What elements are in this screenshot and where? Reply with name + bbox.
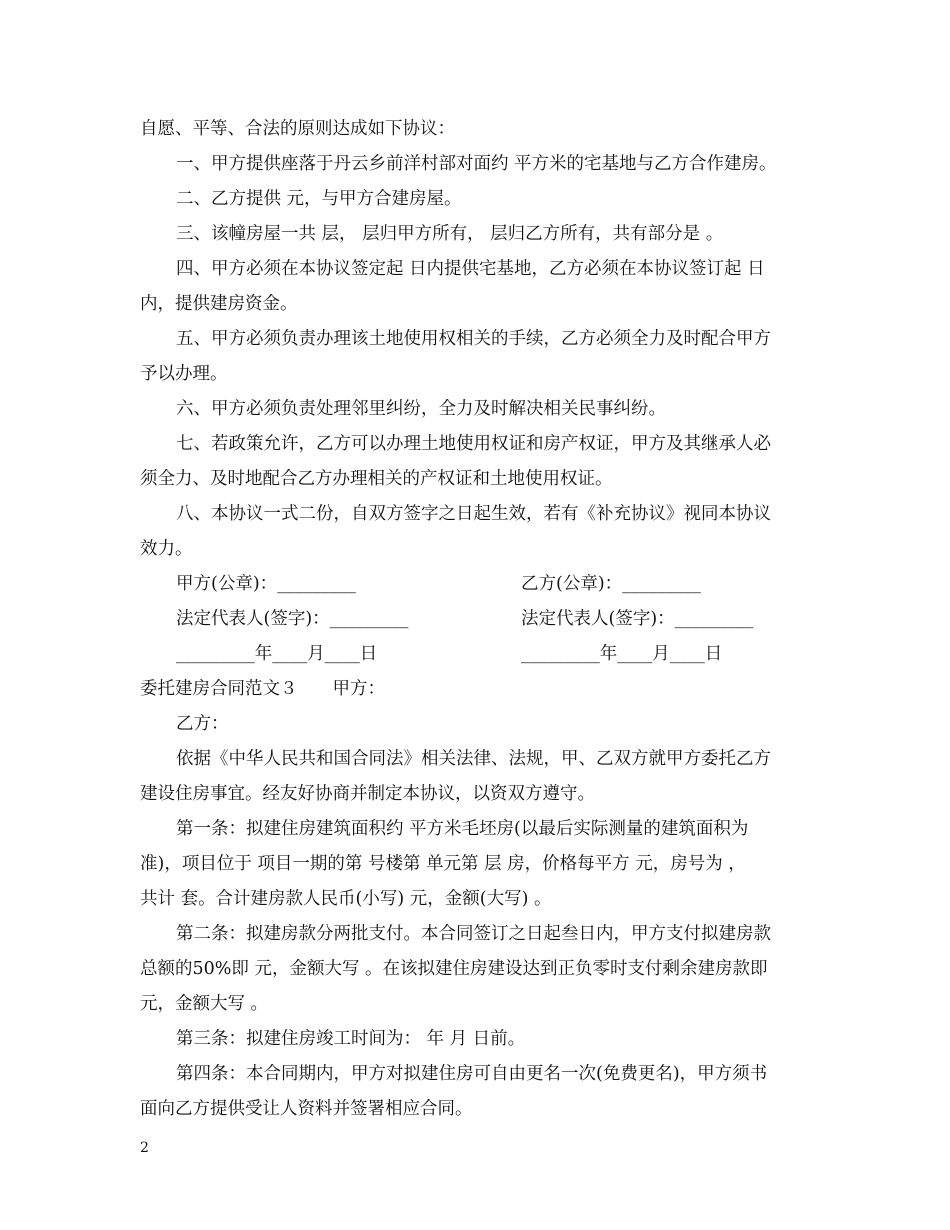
paragraph-line: 乙方： — [176, 714, 229, 734]
paragraph-line: 第三条：拟建住房竣工时间为： 年 月 日前。 — [176, 1029, 526, 1049]
paragraph-line: 准)，项目位于 项目一期的第 号楼第 单元第 层 房，价格每平方 元，房号为 ， — [140, 854, 746, 874]
paragraph-line: 三、该幢房屋一共 层， 层归甲方所有， 层归乙方所有，共有部分是 。 — [176, 224, 724, 244]
paragraph-line: 第二条：拟建房款分两批支付。本合同签订之日起叁日内，甲方支付拟建房款 — [176, 924, 771, 944]
paragraph-line: 须全力、及时地配合乙方办理相关的产权证和土地使用权证。 — [140, 469, 613, 489]
paragraph-line: 面向乙方提供受让人资料并签署相应合同。 — [140, 1099, 473, 1119]
party-a-seal: 甲方(公章)：_________ — [176, 574, 356, 594]
paragraph-line: 第四条：本合同期内，甲方对拟建住房可自由更名一次(免费更名)，甲方须书 — [176, 1064, 768, 1084]
paragraph-line: 总额的50%即 元，金额大写 。在该拟建住房建设达到正负零时支付剩余建房款即 — [140, 959, 768, 979]
paragraph-line: 内，提供建房资金。 — [140, 294, 298, 314]
paragraph-line: 效力。 — [140, 539, 193, 559]
page-number: 2 — [140, 1140, 149, 1156]
paragraph-line: 四、甲方必须在本协议签定起 日内提供宅基地，乙方必须在本协议签订起 日 — [176, 259, 765, 279]
paragraph-line: 二、乙方提供 元，与甲方合建房屋。 — [176, 189, 462, 209]
paragraph-line: 元，金额大写 。 — [140, 994, 269, 1014]
party-b-representative: 法定代表人(签字)：_________ — [521, 609, 754, 629]
paragraph-line: 共计 套。合计建房款人民币(小写) 元，金额(大写) 。 — [140, 889, 552, 909]
paragraph-line: 七、若政策允许，乙方可以办理土地使用权证和房产权证，甲方及其继承人必 — [176, 434, 771, 454]
party-b-seal: 乙方(公章)：_________ — [521, 574, 701, 594]
paragraph-line: 一、甲方提供座落于丹云乡前洋村部对面约 平方米的宅基地与乙方合作建房。 — [176, 154, 777, 174]
party-b-date: _________年____月____日 — [521, 644, 723, 664]
paragraph-line: 八、本协议一式二份，自双方签字之日起生效，若有《补充协议》视同本协议 — [176, 504, 771, 524]
party-a-date: _________年____月____日 — [176, 644, 378, 664]
paragraph-line: 第一条：拟建住房建筑面积约 平方米毛坯房(以最后实际测量的建筑面积为 — [176, 819, 749, 839]
paragraph-line: 予以办理。 — [140, 364, 228, 384]
paragraph-line: 建设住房事宜。经友好协商并制定本协议，以资双方遵守。 — [140, 784, 595, 804]
paragraph-line: 依据《中华人民共和国合同法》相关法律、法规，甲、乙双方就甲方委托乙方 — [176, 749, 771, 769]
paragraph-line: 六、甲方必须负责处理邻里纠纷，全力及时解决相关民事纠纷。 — [176, 399, 666, 419]
paragraph-line: 自愿、平等、合法的原则达成如下协议： — [140, 119, 455, 139]
paragraph-line: 五、甲方必须负责办理该土地使用权相关的手续，乙方必须全力及时配合甲方 — [176, 329, 771, 349]
section-heading: 委托建房合同范文３ 甲方： — [140, 679, 385, 699]
party-a-representative: 法定代表人(签字)：_________ — [176, 609, 409, 629]
